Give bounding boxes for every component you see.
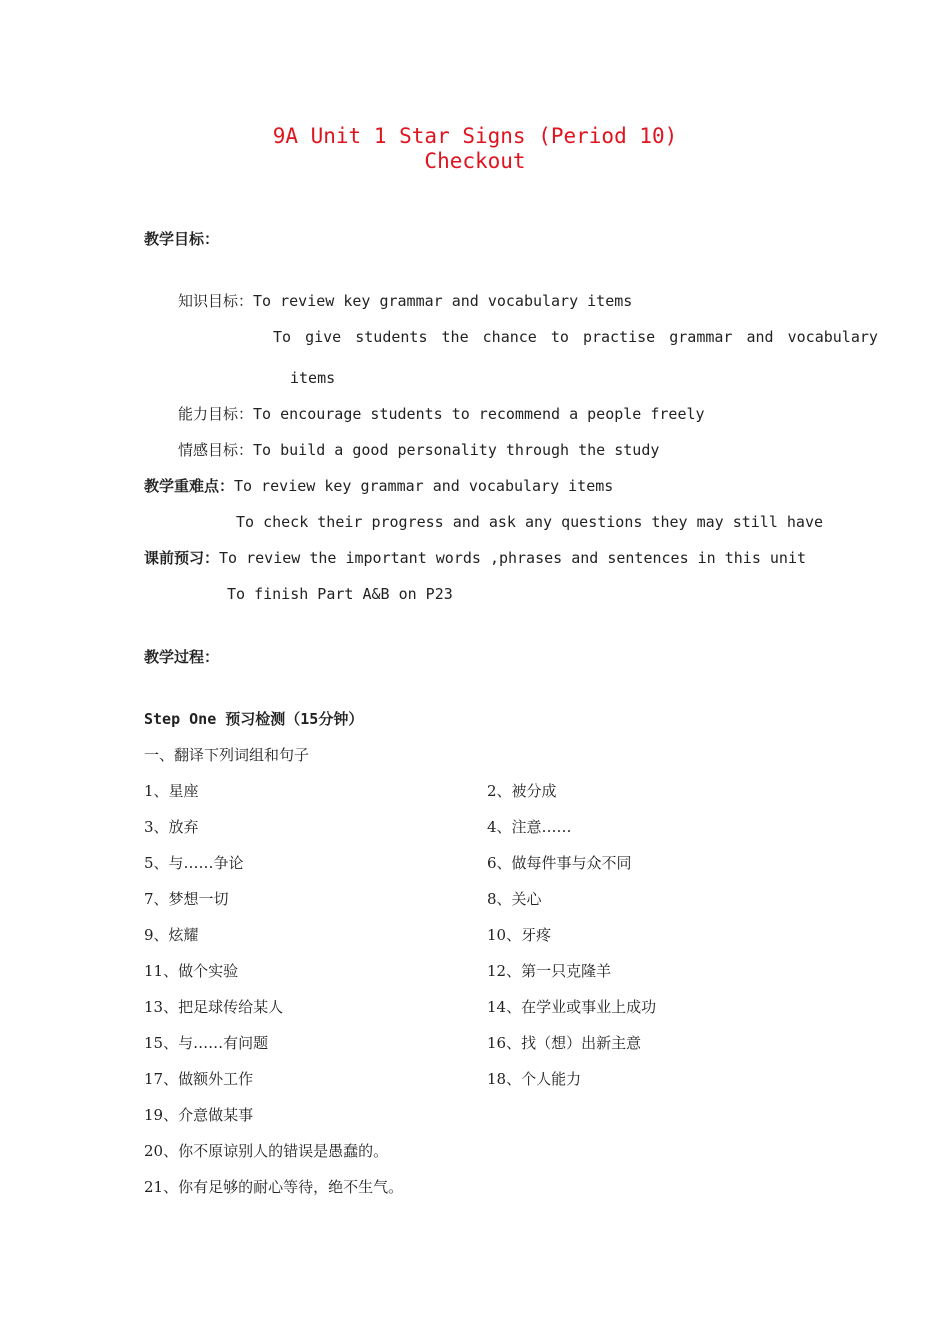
vocab-item: 3、放弃 (144, 818, 199, 836)
preview-text-1: To review the important words ,phrases and sentences in this unit (219, 549, 807, 567)
process-heading: 教学过程： (144, 648, 220, 666)
document-subtitle: Checkout (424, 149, 526, 173)
knowledge-label: 知识目标： (178, 292, 254, 310)
vocab-item: 4、注意…… (487, 818, 572, 836)
preview-text-2: To finish Part A&B on P23 (227, 585, 453, 603)
vocab-item: 14、在学业或事业上成功 (487, 998, 657, 1016)
vocab-item: 13、把足球传给某人 (144, 998, 284, 1016)
vocab-item: 21、你有足够的耐心等待，绝不生气。 (144, 1178, 404, 1196)
document-title: 9A Unit 1 Star Signs (Period 10) (272, 124, 678, 148)
ability-label: 能力目标： (178, 405, 254, 423)
vocab-item: 6、做每件事与众不同 (487, 854, 632, 872)
vocab-item: 2、被分成 (487, 782, 557, 800)
step-one-heading: Step One 预习检测（15分钟） (144, 710, 364, 728)
vocab-item: 7、梦想一切 (144, 890, 229, 908)
key-points-label: 教学重难点： (144, 477, 235, 495)
key-points (144, 476, 613, 496)
emotion-text: To build a good personality through the study (253, 441, 660, 459)
vocab-item: 1、星座 (144, 782, 199, 800)
vocab-item: 11、做个实验 (144, 962, 239, 980)
vocab-item: 8、关心 (487, 890, 542, 908)
preview-label: 课前预习： (144, 549, 220, 567)
ability-objective (178, 404, 705, 424)
key-points-text-1: To review key grammar and vocabulary items (234, 477, 614, 495)
preview (144, 548, 806, 568)
knowledge-text-2: To give students the chance to practise grammar and vocabulary (273, 328, 878, 346)
vocab-item: 18、个人能力 (487, 1070, 582, 1088)
vocab-item: 19、介意做某事 (144, 1106, 254, 1124)
vocab-item: 17、做额外工作 (144, 1070, 254, 1088)
vocab-item: 9、炫耀 (144, 926, 199, 944)
objectives-heading: 教学目标： (144, 230, 220, 248)
emotion-objective (178, 440, 659, 460)
vocab-item: 12、第一只克隆羊 (487, 962, 612, 980)
ability-text: To encourage students to recommend a people freely (253, 405, 705, 423)
knowledge-text-2b: items (290, 369, 336, 387)
vocab-item: 5、与……争论 (144, 854, 244, 872)
vocab-item: 20、你不原谅别人的错误是愚蠢的。 (144, 1142, 389, 1160)
knowledge-objective (178, 291, 632, 311)
task-heading: 一、翻译下列词组和句子 (144, 746, 310, 764)
knowledge-text-1: To review key grammar and vocabulary items (253, 292, 633, 310)
emotion-label: 情感目标： (178, 441, 254, 459)
vocab-item: 10、牙疼 (487, 926, 552, 944)
vocab-item: 16、找（想）出新主意 (487, 1034, 642, 1052)
key-points-text-2: To check their progress and ask any questions they may still have (236, 513, 823, 531)
vocab-item: 15、与……有问题 (144, 1034, 269, 1052)
